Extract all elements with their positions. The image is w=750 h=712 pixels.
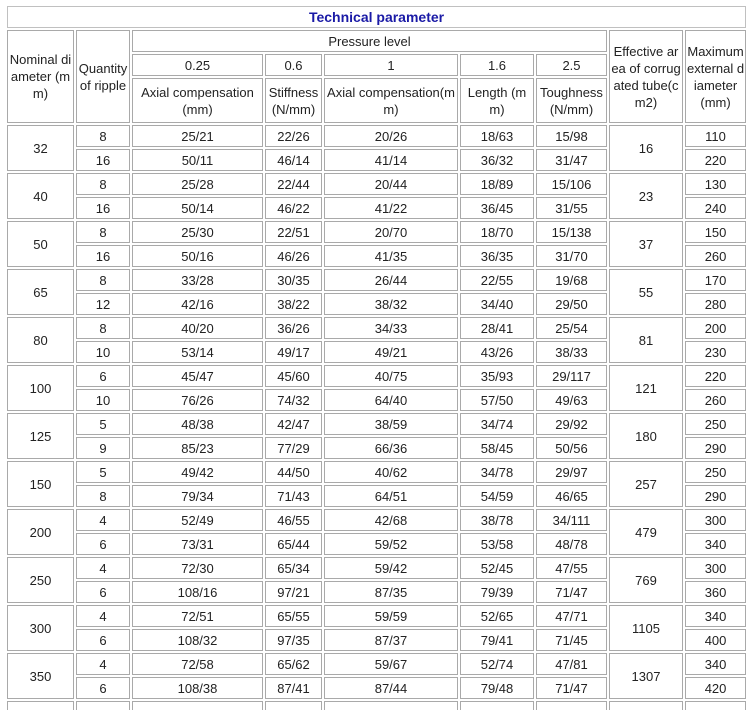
parameter-cell: 79/41 [460,629,534,651]
subheader-length: Length (mm) [460,78,534,123]
parameter-cell: 25/21 [132,125,263,147]
parameter-cell: 34/33 [324,317,458,339]
table-row [7,653,746,675]
parameter-cell: 50/56 [536,437,607,459]
ripple-quantity-cell: 6 [76,629,130,651]
parameter-cell: 38/78 [460,509,534,531]
max-external-diameter-cell: 110 [685,125,746,147]
max-external-diameter-cell: 290 [685,437,746,459]
header-effective-area: Effective area of corrugated tube(cm2) [609,30,683,123]
ripple-quantity-cell: 8 [76,125,130,147]
parameter-cell: 40/62 [324,461,458,483]
parameter-cell: 35/93 [460,365,534,387]
parameter-cell: 108/38 [132,677,263,699]
max-external-diameter-cell: 340 [685,533,746,555]
ripple-quantity-cell: 8 [76,269,130,291]
parameter-cell: 38/59 [324,413,458,435]
effective-area-cell: 1105 [609,605,683,651]
header-pressure-level: Pressure level [132,30,607,52]
nominal-diameter-cell: 250 [7,557,74,603]
ripple-quantity-cell: 16 [76,245,130,267]
parameter-cell: 34/111 [536,509,607,531]
parameter-cell: 87/35 [324,581,458,603]
max-external-diameter-cell: 240 [685,197,746,219]
parameter-cell: 52/65 [460,605,534,627]
parameter-cell: 97/35 [265,629,322,651]
nominal-diameter-cell: 300 [7,605,74,651]
max-external-diameter-cell: 200 [685,317,746,339]
parameter-cell: 34/40 [460,293,534,315]
parameter-cell: 48/78 [536,533,607,555]
nominal-diameter-cell: 65 [7,269,74,315]
parameter-cell: 77/29 [265,437,322,459]
ripple-quantity-cell: 8 [76,221,130,243]
parameter-cell: 71/45 [536,629,607,651]
table-row [7,125,746,147]
parameter-cell: 71/47 [536,677,607,699]
subheader-axial-compensation: Axial compensation(mm) [132,78,263,123]
parameter-cell: 46/22 [265,197,322,219]
effective-area-cell: 55 [609,269,683,315]
max-external-diameter-cell: 230 [685,341,746,363]
ripple-quantity-cell: 5 [76,413,130,435]
subheader-axial-compensation-2: Axial compensation(mm) [324,78,458,123]
max-external-diameter-cell: 250 [685,461,746,483]
parameter-cell: 59/42 [324,557,458,579]
parameter-cell: 50/14 [132,197,263,219]
parameter-cell: 22/55 [460,269,534,291]
parameter-cell: 87/37 [324,629,458,651]
parameter-cell: 28/41 [460,317,534,339]
parameter-cell: 50/11 [132,149,263,171]
parameter-cell: 25/28 [132,173,263,195]
ripple-quantity-cell: 16 [76,197,130,219]
parameter-cell: 79/39 [460,581,534,603]
max-external-diameter-cell: 220 [685,365,746,387]
nominal-diameter-cell: 50 [7,221,74,267]
ripple-quantity-cell: 9 [76,437,130,459]
parameter-cell: 25/54 [536,317,607,339]
parameter-cell: 29/117 [536,365,607,387]
effective-area-cell: 1307 [609,653,683,699]
ripple-quantity-cell: 10 [76,389,130,411]
parameter-cell: 65/55 [265,605,322,627]
effective-area-cell: 23 [609,173,683,219]
parameter-cell: 41/22 [324,197,458,219]
table-row [7,557,746,579]
parameter-cell: 42/68 [324,509,458,531]
effective-area-cell: 479 [609,509,683,555]
max-external-diameter-cell: 220 [685,149,746,171]
ripple-quantity-cell: 4 [76,557,130,579]
effective-area-cell: 121 [609,365,683,411]
parameter-cell: 54/59 [460,485,534,507]
parameter-cell: 72/58 [132,653,263,675]
parameter-cell: 87/41 [265,677,322,699]
ripple-quantity-cell: 8 [76,485,130,507]
nominal-diameter-cell: 32 [7,125,74,171]
parameter-cell: 72/51 [132,605,263,627]
max-external-diameter-cell: 260 [685,389,746,411]
subheader-toughness: Toughness(N/mm) [536,78,607,123]
nominal-diameter-cell: 150 [7,461,74,507]
parameter-cell: 22/26 [265,125,322,147]
parameter-cell: 49/63 [536,389,607,411]
table-row [7,173,746,195]
nominal-diameter-cell: 125 [7,413,74,459]
parameter-cell: 40/75 [324,365,458,387]
parameter-cell: 22/51 [265,221,322,243]
ripple-quantity-cell: 6 [76,533,130,555]
header-level-1: 1 [324,54,458,76]
parameter-cell: 47/71 [536,605,607,627]
table-row [7,413,746,435]
effective-area-cell: 180 [609,413,683,459]
ripple-quantity-cell: 16 [76,149,130,171]
header-level-0-25: 0.25 [132,54,263,76]
technical-parameter-table [5,4,748,712]
ripple-quantity-cell: 6 [76,365,130,387]
parameter-cell: 79/48 [460,677,534,699]
ripple-quantity-cell: 4 [76,653,130,675]
parameter-cell: 29/92 [536,413,607,435]
parameter-cell: 50/16 [132,245,263,267]
effective-area-cell: 37 [609,221,683,267]
parameter-cell: 45/60 [265,365,322,387]
parameter-cell: 29/97 [536,461,607,483]
max-external-diameter-cell: 260 [685,245,746,267]
parameter-cell: 31/47 [536,149,607,171]
parameter-cell: 52/74 [460,653,534,675]
ripple-quantity-cell: 6 [76,581,130,603]
effective-area-cell: 81 [609,317,683,363]
parameter-cell: 18/63 [460,125,534,147]
parameter-cell: 79/34 [132,485,263,507]
parameter-cell: 20/70 [324,221,458,243]
parameter-cell: 40/20 [132,317,263,339]
nominal-diameter-cell: 200 [7,509,74,555]
parameter-cell: 42/47 [265,413,322,435]
parameter-cell: 41/35 [324,245,458,267]
parameter-cell: 44/50 [265,461,322,483]
parameter-cell: 36/26 [265,317,322,339]
header-level-1-6: 1.6 [460,54,534,76]
table-row [7,461,746,483]
header-level-2-5: 2.5 [536,54,607,76]
parameter-cell: 18/70 [460,221,534,243]
parameter-cell: 65/34 [265,557,322,579]
parameter-cell: 46/65 [536,485,607,507]
nominal-diameter-cell: 80 [7,317,74,363]
parameter-cell: 41/14 [324,149,458,171]
parameter-cell: 48/38 [132,413,263,435]
max-external-diameter-cell: 130 [685,173,746,195]
parameter-cell: 34/78 [460,461,534,483]
parameter-cell: 57/50 [460,389,534,411]
parameter-cell: 29/50 [536,293,607,315]
parameter-cell: 22/44 [265,173,322,195]
parameter-cell: 33/28 [132,269,263,291]
effective-area-cell: 257 [609,461,683,507]
ripple-quantity-cell: 12 [76,293,130,315]
parameter-cell: 31/55 [536,197,607,219]
max-external-diameter-cell: 250 [685,413,746,435]
ripple-quantity-cell: 10 [76,341,130,363]
parameter-cell: 49/21 [324,341,458,363]
parameter-cell: 74/32 [265,389,322,411]
effective-area-cell: 769 [609,557,683,603]
ripple-quantity-cell: 6 [76,677,130,699]
nominal-diameter-cell: 40 [7,173,74,219]
parameter-cell: 19/68 [536,269,607,291]
parameter-cell: 36/35 [460,245,534,267]
parameter-cell: 38/32 [324,293,458,315]
ripple-quantity-cell: 5 [76,461,130,483]
parameter-cell: 18/89 [460,173,534,195]
max-external-diameter-cell: 340 [685,653,746,675]
table-row [7,605,746,627]
subheader-stiffness: Stiffness (N/mm) [265,78,322,123]
parameter-cell: 46/26 [265,245,322,267]
parameter-cell: 42/16 [132,293,263,315]
header-nominal-diameter: Nominal diameter (mm) [7,30,74,123]
parameter-cell: 43/26 [460,341,534,363]
parameter-cell: 31/70 [536,245,607,267]
nominal-diameter-cell: 100 [7,365,74,411]
header-level-0-6: 0.6 [265,54,322,76]
parameter-cell: 49/42 [132,461,263,483]
parameter-cell: 97/21 [265,581,322,603]
max-external-diameter-cell: 300 [685,557,746,579]
parameter-cell: 15/98 [536,125,607,147]
table-row [7,317,746,339]
parameter-cell: 59/67 [324,653,458,675]
parameter-cell: 53/58 [460,533,534,555]
max-external-diameter-cell: 400 [685,629,746,651]
max-external-diameter-cell: 340 [685,605,746,627]
parameter-cell: 108/32 [132,629,263,651]
parameter-cell: 65/62 [265,653,322,675]
max-external-diameter-cell: 300 [685,509,746,531]
parameter-cell: 52/49 [132,509,263,531]
parameter-cell: 20/26 [324,125,458,147]
parameter-cell: 85/23 [132,437,263,459]
parameter-cell: 46/55 [265,509,322,531]
parameter-cell: 36/45 [460,197,534,219]
parameter-cell: 64/40 [324,389,458,411]
parameter-cell: 52/45 [460,557,534,579]
parameter-cell: 47/81 [536,653,607,675]
parameter-cell: 66/36 [324,437,458,459]
parameter-cell: 53/14 [132,341,263,363]
parameter-cell: 87/44 [324,677,458,699]
parameter-cell: 71/43 [265,485,322,507]
nominal-diameter-cell: 350 [7,653,74,699]
parameter-cell: 15/138 [536,221,607,243]
max-external-diameter-cell: 170 [685,269,746,291]
parameter-cell: 65/44 [265,533,322,555]
max-external-diameter-cell: 420 [685,677,746,699]
parameter-cell: 64/51 [324,485,458,507]
effective-area-cell: 16 [609,125,683,171]
parameter-cell: 30/35 [265,269,322,291]
parameter-cell: 108/16 [132,581,263,603]
table-row [7,221,746,243]
parameter-cell: 49/17 [265,341,322,363]
parameter-cell: 38/33 [536,341,607,363]
parameter-cell: 45/47 [132,365,263,387]
ripple-quantity-cell: 4 [76,509,130,531]
header-quantity-of-ripple: Quantity of ripple [76,30,130,123]
parameter-cell: 34/74 [460,413,534,435]
ripple-quantity-cell: 4 [76,605,130,627]
parameter-cell: 15/106 [536,173,607,195]
table-row [7,365,746,387]
parameter-cell: 59/59 [324,605,458,627]
table-row [7,269,746,291]
parameter-cell: 59/52 [324,533,458,555]
ripple-quantity-cell: 8 [76,317,130,339]
table-row [7,509,746,531]
max-external-diameter-cell: 280 [685,293,746,315]
max-external-diameter-cell: 360 [685,581,746,603]
header-max-external-diameter: Maximum external diameter(mm) [685,30,746,123]
ripple-quantity-cell: 8 [76,173,130,195]
parameter-cell: 46/14 [265,149,322,171]
table-title: Technical parameter [7,6,746,28]
max-external-diameter-cell: 290 [685,485,746,507]
parameter-cell: 36/32 [460,149,534,171]
parameter-cell: 25/30 [132,221,263,243]
parameter-cell: 76/26 [132,389,263,411]
parameter-cell: 72/30 [132,557,263,579]
parameter-cell: 73/31 [132,533,263,555]
parameter-cell: 20/44 [324,173,458,195]
parameter-cell: 71/47 [536,581,607,603]
max-external-diameter-cell: 150 [685,221,746,243]
parameter-cell: 47/55 [536,557,607,579]
parameter-cell: 58/45 [460,437,534,459]
parameter-cell: 26/44 [324,269,458,291]
parameter-cell: 38/22 [265,293,322,315]
